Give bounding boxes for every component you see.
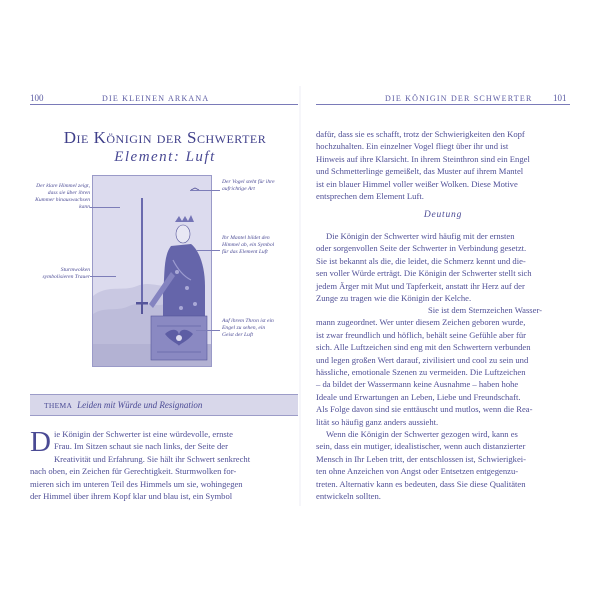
leader-line-sky: [90, 207, 120, 208]
right-page-number: 101: [553, 93, 567, 103]
tarot-card-illustration: [92, 175, 212, 367]
body-line: Wenn die Königin der Schwerter gezogen wird, kann es: [326, 429, 518, 439]
body-line: Zunge zu tragen wie die Königin der Kelche.: [316, 293, 472, 304]
right-paragraph-3: [316, 428, 570, 502]
body-line: mieren sich im unteren Teil des Himmels um sie, wohingegen: [30, 478, 243, 489]
body-line: dafür, dass sie es schafft, trotz der Schwierigkeiten den Kopf: [316, 129, 525, 139]
body-line: entsprechen dem Element Luft.: [316, 191, 424, 202]
leader-line-mantle: [196, 250, 220, 251]
right-header-rule: [316, 104, 570, 105]
body-line: jedem Ärger mit Mut und Tapferkeit, anstatt ihr Herz auf der: [316, 280, 525, 291]
section-heading-deutung: Deutung: [423, 210, 463, 220]
leader-line-bird: [190, 190, 220, 191]
body-line: nach oben, ein Zeichen für Gerechtigkeit. Sturmwolken for-: [30, 466, 237, 477]
right-intro-text: [316, 128, 570, 202]
body-line: mann zugeordnet. Wer unter diesem Zeichen geboren wurde,: [316, 317, 526, 328]
right-paragraph-2: [316, 304, 570, 428]
thema-label: THEMA: [44, 401, 73, 410]
body-line: entwickeln sollten.: [316, 491, 381, 502]
body-line: sich. Alle Luftzeichen sind eng mit den Schwertern verbunden: [316, 342, 531, 353]
annotation-storm-clouds: Sturmwolken symbolisieren Trauer: [42, 267, 90, 280]
leader-line-storm: [90, 276, 116, 277]
right-running-head: DIE KÖNIGIN DER SCHWERTER: [385, 94, 533, 103]
body-line: Sie ist bekannt als die, die leidet, die Schmerz kennt und die-: [316, 255, 526, 266]
body-line: sein, dass ein mutiger, idealistischer, wenn auch distanzierter: [316, 441, 526, 452]
body-line: sen voller Würde erträgt. Die Königin der Schwerter stellt sich: [316, 268, 532, 279]
body-line: treten. Alternativ kann es bedeuten, dass Sie diese Qualitäten: [316, 478, 526, 489]
body-line: Die Königin der Schwerter wird häufig mit der ernsten: [326, 231, 515, 241]
body-line: lität so häufig ganz anders aussieht.: [316, 416, 439, 427]
body-line: und legen großen Wert darauf, zivilisiert und cool zu sein und: [316, 354, 529, 365]
body-line: Hinweis auf ihre Klarsicht. In ihrem Steinthron sind ein Engel: [316, 153, 530, 164]
body-line: ten ohne Anzeichen von Angst oder Entsetzen entgegenzu-: [316, 466, 519, 477]
body-line: ist ein blauer Himmel voller weißer Wolken. Diese Motive: [316, 178, 518, 189]
body-line: Kreativität und Erfahrung. Sie hält ihr Schwert senkrecht: [53, 453, 251, 464]
body-line: ie Königin der Schwerter ist eine würdevolle, ernste: [53, 429, 233, 439]
body-line: hässliche, emotionale Szenen zu vermeiden. Die Luftzeichen: [316, 367, 526, 378]
body-line: und Schmetterlinge gemeißelt, das Muster auf ihrem Mantel: [316, 166, 524, 177]
left-body-text: [30, 428, 298, 502]
right-paragraph-1: [316, 230, 570, 304]
annotation-bird: Der Vogel steht für ihre aufrichtige Art: [222, 179, 275, 192]
body-line: der Himmel über ihrem Kopf klar und blau ist, ein Symbol: [30, 491, 233, 502]
body-line: Sie ist dem Sternzeichen Wasser-: [428, 305, 543, 315]
left-running-head: DIE KLEINEN ARKANA: [102, 94, 210, 103]
body-line: oder sorgenvollen Seite der Schwerter in Verbindung gesetzt.: [316, 243, 527, 254]
body-line: Mensch in Ihr Leben tritt, der entschlossen ist, Schwierigkei-: [316, 453, 527, 464]
body-line: – da bildet der Wassermann keine Ausnahme – haben hohe: [316, 379, 519, 390]
annotation-mantle: Ihr Mantel bildet den Himmel ab, ein Symbol für das Element Luft: [222, 235, 275, 255]
body-line: Frau. Im Sitzen schaut sie nach links, der Seite der: [53, 441, 228, 452]
body-line: Als Folge davon sind sie enttäuscht und mutlos, wenn die Rea-: [316, 404, 533, 415]
annotation-throne: Auf ihrem Thron ist ein Engel zu sehen, ein Geist der Luft: [222, 318, 274, 338]
card-title: Die Königin der Schwerter: [63, 128, 267, 147]
leader-line-throne: [196, 330, 220, 331]
card-element-subtitle: Element: Luft: [114, 149, 216, 165]
queen-of-swords-drawing: [93, 176, 211, 366]
body-line: hochzuhalten. Ein einzelner Vogel fliegt über ihr und ist: [316, 141, 509, 152]
thema-bar: [30, 394, 298, 416]
body-line: ist zwar freundlich und höflich, behält seine Gefühle aber für: [316, 329, 526, 340]
left-page-number: 100: [30, 93, 44, 103]
left-header-rule: [30, 104, 298, 105]
drop-cap: D: [30, 426, 51, 458]
annotation-clear-sky: Der klare Himmel zeigt, dass sie über ihren Kummer hinauswachsen kann: [35, 183, 90, 210]
body-line: Ideale und Erwartungen an Leben, Liebe und Freundschaft.: [316, 391, 521, 402]
thema-text: Leiden mit Würde und Resignation: [77, 400, 203, 410]
